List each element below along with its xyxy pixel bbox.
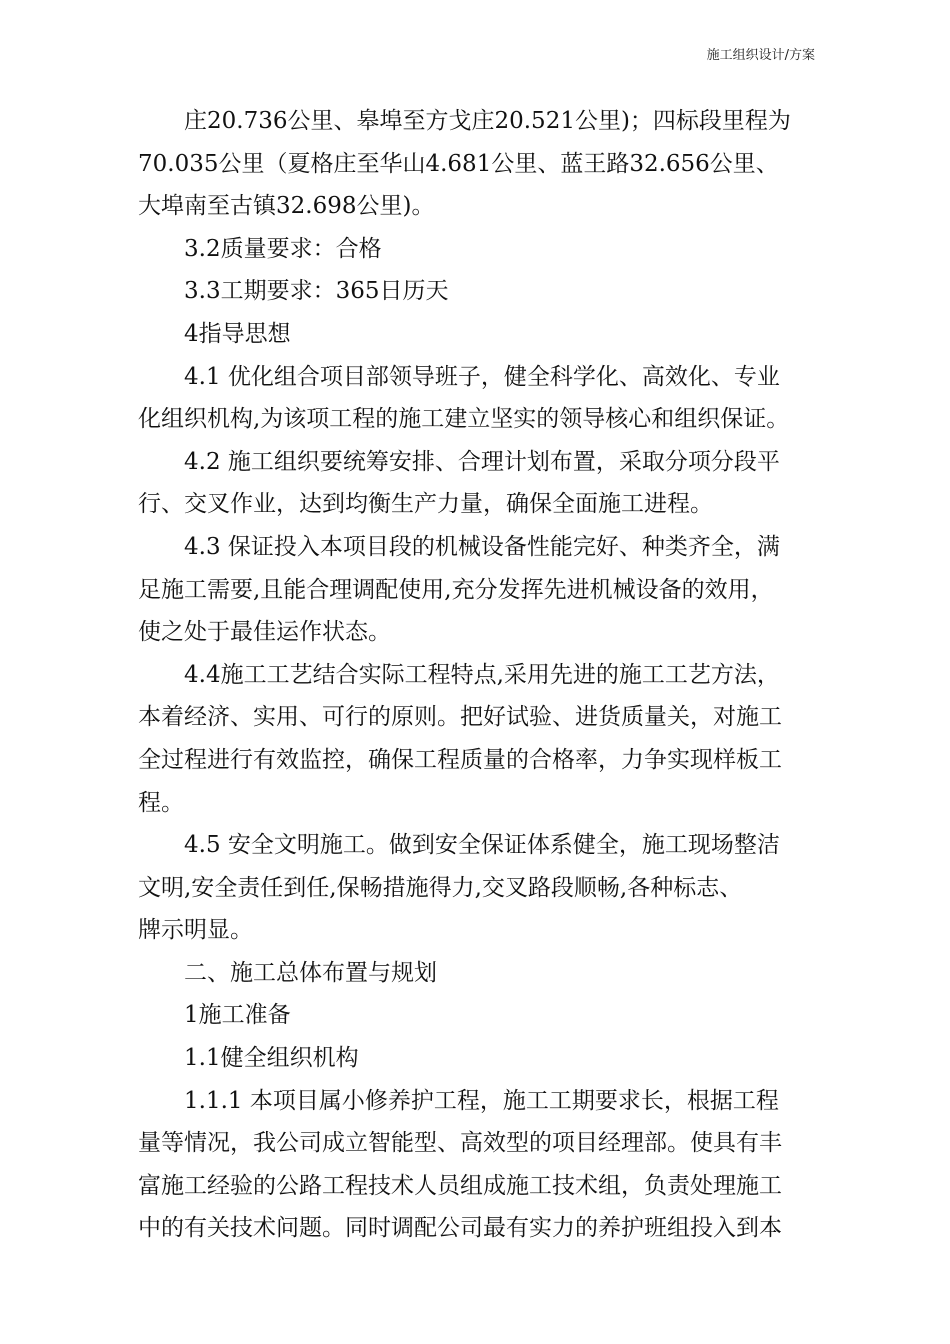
text-line: 大埠南至古镇32.698公里)。 <box>138 193 435 220</box>
text-line: 4.1 优化组合项目部领导班子，健全科学化、高效化、专业 <box>184 363 780 390</box>
text-line: 全过程进行有效监控，确保工程质量的合格率，力争实现样板工 <box>138 746 782 773</box>
text-line: 程。 <box>138 789 184 816</box>
text-line: 牌示明显。 <box>138 917 253 944</box>
text-line: 4.5 安全文明施工。做到安全保证体系健全，施工现场整洁 <box>184 832 780 859</box>
text-line: 70.035公里（夏格庄至华山4.681公里、蓝王路32.656公里、 <box>138 150 779 177</box>
text-line: 本着经济、实用、可行的原则。把好试验、进货质量关，对施工 <box>138 704 782 731</box>
page-header: 施工组织设计/方案 <box>706 48 815 63</box>
text-line: 富施工经验的公路工程技术人员组成施工技术组，负责处理施工 <box>138 1172 782 1199</box>
text-line: 文明,安全责任到任,保畅措施得力,交叉路段顺畅,各种标志、 <box>138 874 743 901</box>
text-line: 化组织机构,为该项工程的施工建立坚实的领导核心和组织保证。 <box>138 406 790 433</box>
section-heading: 1施工准备 <box>184 1002 291 1029</box>
text-line: 庄20.736公里、皋埠至方戈庄20.521公里)；四标段里程为 <box>184 108 791 134</box>
section-heading: 二、施工总体布置与规划 <box>184 959 437 986</box>
text-line: 行、交叉作业，达到均衡生产力量，确保全面施工进程。 <box>138 491 713 518</box>
section-heading: 1.1健全组织机构 <box>184 1045 359 1072</box>
section-heading: 4指导思想 <box>184 320 291 347</box>
text-line: 4.4施工工艺结合实际工程特点,采用先进的施工工艺方法， <box>184 661 780 688</box>
text-line: 中的有关技术问题。同时调配公司最有实力的养护班组投入到本 <box>138 1215 782 1242</box>
text-line: 使之处于最佳运作状态。 <box>138 619 391 646</box>
section-heading: 3.3工期要求：365日历天 <box>184 278 449 305</box>
text-line: 4.3 保证投入本项目段的机械设备性能完好、种类齐全，满 <box>184 533 780 560</box>
text-line: 足施工需要,且能合理调配使用,充分发挥先进机械设备的效用， <box>138 576 774 603</box>
text-line: 1.1.1 本项目属小修养护工程，施工工期要求长，根据工程 <box>184 1087 779 1114</box>
text-line: 量等情况，我公司成立智能型、高效型的项目经理部。使具有丰 <box>138 1130 782 1157</box>
document-body <box>138 100 850 1250</box>
text-line: 4.2 施工组织要统筹安排、合理计划布置，采取分项分段平 <box>184 448 780 475</box>
section-heading: 3.2质量要求：合格 <box>184 235 382 262</box>
